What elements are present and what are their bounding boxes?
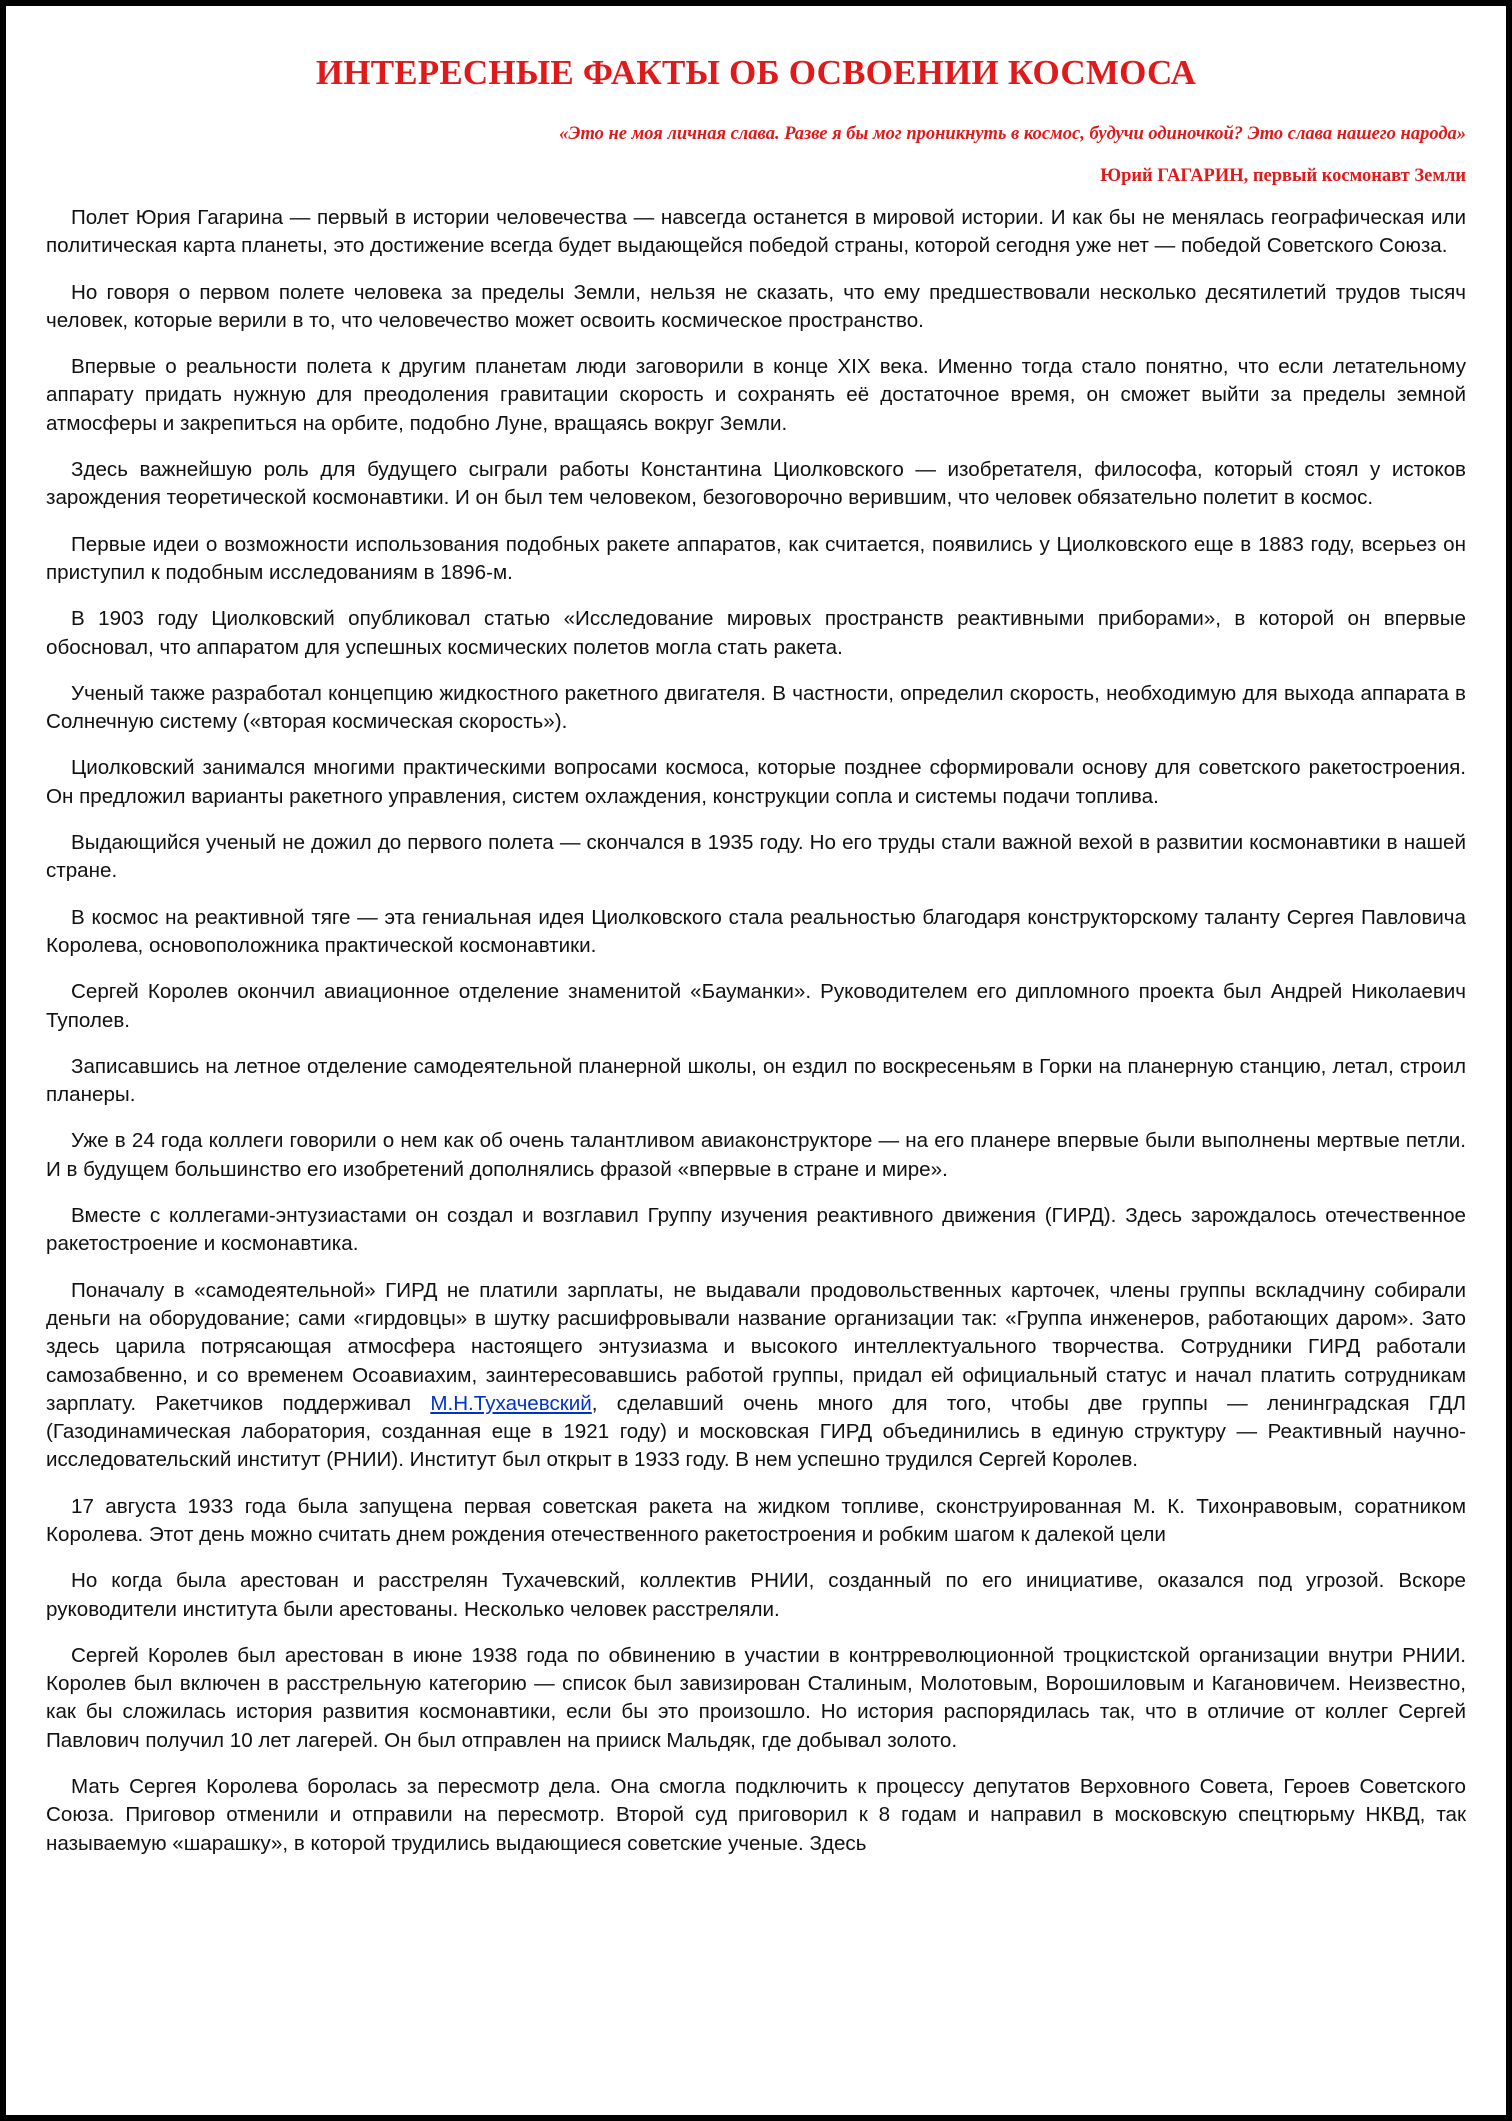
paragraph-9: Выдающийся ученый не дожил до первого полета — скончался в 1935 году. Но его труды стали важной вехой в развитии космонавтики в нашей стране. [46,831,1466,883]
paragraph-17: Но когда была арестован и расстрелян Тухачевский, коллектив РНИИ, созданный по его инициативе, оказался под угрозой. Вскоре руководители института были арестованы. Несколько человек расстреляли. [46,1569,1466,1621]
paragraph-12: Записавшись на летное отделение самодеятельной планерной школы, он ездил по воскресеньям в Горки на планерную станцию, летал, строил планеры. [46,1054,1466,1107]
paragraph-6: В 1903 году Циолковский опубликовал статью «Исследование мировых пространств реактивными приборами», в которой он впервые обосновал, что аппаратом для успешных космических полетов могла стать ракета. [46,607,1466,659]
paragraph-15 [46,1277,1466,1475]
article-body [46,204,1466,1858]
paragraph-15-text-after: , сделавший очень много для того, чтобы две группы — ленинградская ГДЛ (Газодинамическая лаборатория, созданная еще в 1921 году) и московская ГИРД объединились в единую структуру — Реактивный научно-исследовательский институт (РНИИ). Институт был открыт в 1933 году. В нем успешно трудился Сергей Королев. [46,1391,1466,1472]
paragraph-7: Ученый также разработал концепцию жидкостного ракетного двигателя. В частности, определил скорость, необходимую для выхода аппарата в Солнечную систему («вторая космическая скорость»). [46,681,1466,734]
epigraph-quote: «Это не моя личная слава. Разве я бы мог проникнуть в космос, будучи одиночкой? Это слава нашего народа» [559,124,1466,144]
paragraph-15-text-before: Поначалу в «самодеятельной» ГИРД не платили зарплаты, не выдавали продовольственных карточек, члены группы вскладчину собирали деньги на оборудование; сами «гирдовцы» в шутку расшифровывали название организации так: «Группа инженеров, работающих даром». Зато здесь царила потрясающая атмосфера настоящего энтузиазма и высокого интеллектуального творчества. Сотрудники ГИРД работали самозабвенно, и со временем Осоавиахим, заинтересовавшись работой группы, придал ей официальный статус и начал платить сотрудникам зарплату. Ракетчиков поддерживал [46,1278,1466,1415]
paragraph-11: Сергей Королев окончил авиационное отделение знаменитой «Бауманки». Руководителем его дипломного проекта был Андрей Николаевич Туполев. [46,980,1466,1032]
page-title: ИНТЕРЕСНЫЕ ФАКТЫ ОБ ОСВОЕНИИ КОСМОСА [315,53,1197,92]
paragraph-13: Уже в 24 года коллеги говорили о нем как об очень талантливом авиаконструкторе — на его планере впервые были выполнены мертвые петли. И в будущем большинство его изобретений дополнялись фразой «впервые в стране и мире». [46,1129,1466,1181]
paragraph-3: Впервые о реальности полета к другим планетам люди заговорили в конце XIX века. Именно тогда стало понятно, что если летательному аппарату придать нужную для преодоления гравитации скорость и сохранять её достаточное время, он сможет выйти за пределы земной атмосферы и закрепиться на орбите, подобно Луне, вращаясь вокруг Земли. [46,355,1466,435]
tukhachevsky-link[interactable]: М.Н.Тухачевский [430,1391,592,1415]
paragraph-4: Здесь важнейшую роль для будущего сыграли работы Константина Циолковского — изобретателя, философа, который стоял у истоков зарождения теоретической космонавтики. И он был тем человеком, безоговорочно верившим, что человек обязательно полетит в космос. [46,458,1466,510]
paragraph-18: Сергей Королев был арестован в июне 1938 года по обвинению в участии в контрреволюционной троцкистской организации внутри РНИИ. Королев был включен в расстрельную категорию — список был завизирован Сталиным, Молотовым, Ворошиловым и Кагановичем. Неизвестно, как бы сложилась история развития космонавтики, если бы это произошло. Но история распорядилась так, что в отличие от коллег Сергей Павлович получил 10 лет лагерей. Он был отправлен на прииск Мальдяк, где добывал золото. [46,1643,1466,1752]
paragraph-2: Но говоря о первом полете человека за пределы Земли, нельзя не сказать, что ему предшествовали несколько десятилетий трудов тысяч человек, которые верили в то, что человечество может освоить космическое пространство. [46,280,1466,332]
paragraph-14: Вместе с коллегами-энтузиастами он создал и возглавил Группу изучения реактивного движения (ГИРД). Здесь зарождалось отечественное ракетостроение и космонавтика. [46,1204,1466,1256]
paragraph-16: 17 августа 1933 года была запущена первая советская ракета на жидком топливе, сконструированная М. К. Тихонравовым, соратником Королева. Этот день можно считать днем рождения отечественного ракетостроения и робким шагом к далекой цели [46,1494,1466,1546]
paragraph-1: Полет Юрия Гагарина — первый в истории человечества — навсегда останется в мировой истории. И как бы не менялась географическая или политическая карта планеты, это достижение всегда будет выдающейся победой страны, которой сегодня уже нет — победой Советского Союза. [46,206,1466,258]
paragraph-19: Мать Сергея Королева боролась за пересмотр дела. Она смогла подключить к процессу депутатов Верховного Совета, Героев Советского Союза. Приговор отменили и отправили на пересмотр. Второй суд приговорил к 8 годам и направил в московскую спецтюрьму НКВД, так называемую «шарашку», в которой трудились выдающиеся советские ученые. Здесь [46,1775,1466,1855]
paragraph-10: В космос на реактивной тяге — эта гениальная идея Циолковского стала реальностью благодаря конструкторскому таланту Сергея Павловича Королева, основоположника практической космонавтики. [46,905,1466,957]
paragraph-8: Циолковский занимался многими практическими вопросами космоса, которые позднее сформировали основу для советского ракетостроения. Он предложил варианты ракетного управления, систем охлаждения, конструкции сопла и системы подачи топлива. [46,756,1466,808]
epigraph-author: Юрий ГАГАРИН, первый космонавт Земли [1100,166,1466,186]
paragraph-5: Первые идеи о возможности использования подобных ракете аппаратов, как считается, появились у Циолковского еще в 1883 году, всерьез он приступил к подобным исследованиям в 1896-м. [46,532,1466,584]
